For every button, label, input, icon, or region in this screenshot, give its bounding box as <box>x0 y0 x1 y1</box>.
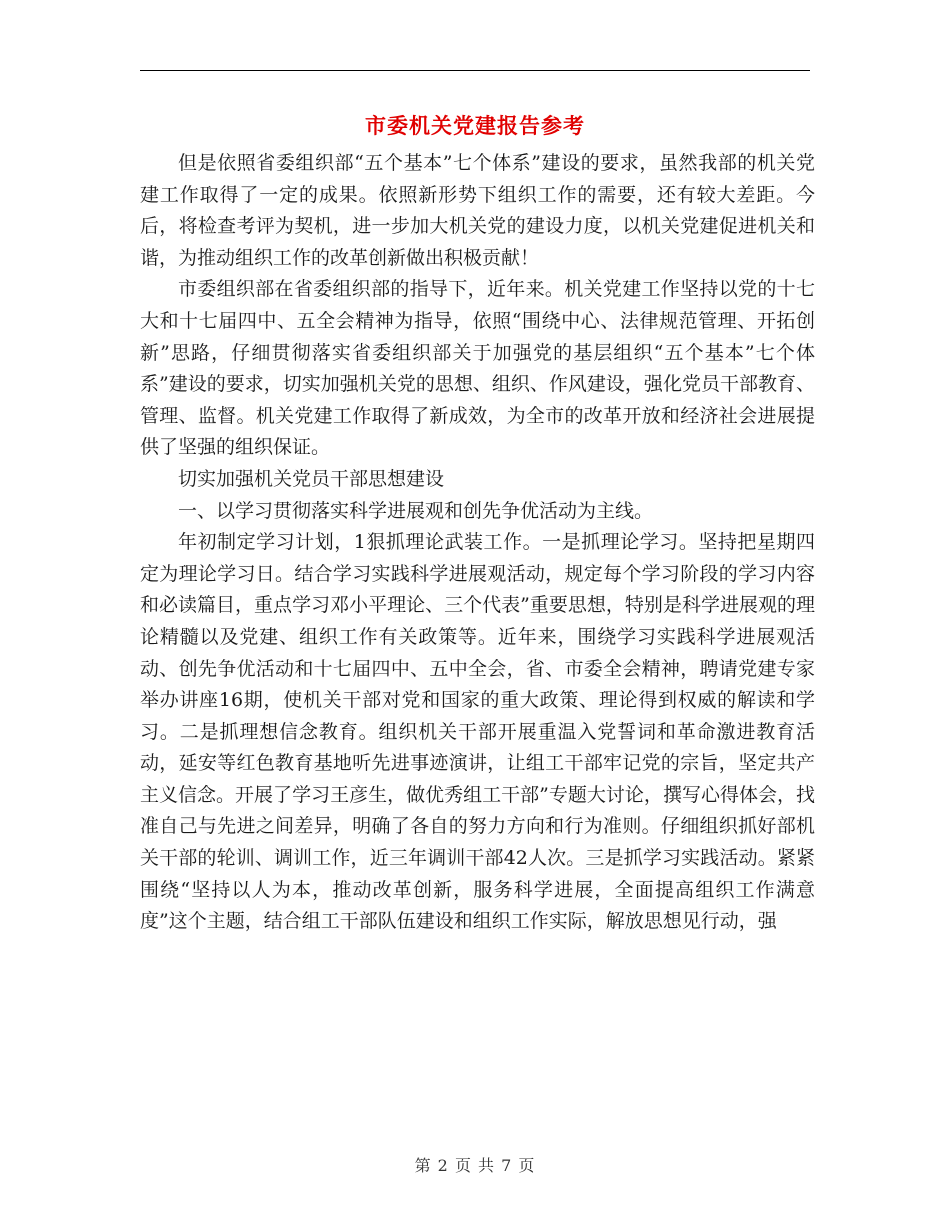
document-body <box>140 148 815 938</box>
page-prefix: 第 <box>414 1156 432 1175</box>
paragraph-2: 市委组织部在省委组织部的指导下，近年来。机关党建工作坚持以党的十七大和十七届四中、五全会精神为指导，依照“围绕中心、法律规范管理、开拓创新”思路，仔细贯彻落实省委组织部关于加强党的基层组织“五个基本”七个体系”建设的要求，切实加强机关党的思想、组织、作风建设，强化党员干部教育、管理、监督。机关党建工作取得了新成效，为全市的改革开放和经济社会进展提供了坚强的组织保证。 <box>140 278 815 459</box>
page-current: 2 <box>437 1156 449 1175</box>
page-total: 7 <box>501 1156 513 1175</box>
page-suffix: 页 <box>518 1156 536 1175</box>
paragraph-3: 年初制定学习计划，1狠抓理论武装工作。一是抓理论学习。坚持把星期四定为理论学习日。结合学习实践科学进展观活动，规定每个学习阶段的学习内容和必读篇目，重点学习邓小平理论、三个代表”重要思想，特别是科学进展观的理论精髓以及党建、组织工作有关政策等。近年来，围绕学习实践科学进展观活动、创先争优活动和十七届四中、五中全会，省、市委全会精神，聘请党建专家举办讲座16期，使机关干部对党和国家的重大政策、理论得到权威的解读和学习。二是抓理想信念教育。组织机关干部开展重温入党誓词和革命激进教育活动，延安等红色教育基地听先进事迹演讲，让组工干部牢记党的宗旨，坚定共产主义信念。开展了学习王彦生，做优秀组工干部”专题大讨论，撰写心得体会，找准自己与先进之间差异，明确了各自的努力方向和行为准则。仔细组织抓好部机关干部的轮训、调训工作，近三年调训干部42人次。三是抓学习实践活动。紧紧围绕“坚持以人为本，推动改革创新，服务科学进展，全面提高组织工作满意度”这个主题，结合组工干部队伍建设和组织工作实际，解放思想见行动，强 <box>140 531 815 933</box>
page-middle: 页 共 <box>454 1156 496 1175</box>
page-footer <box>0 1153 950 1176</box>
header-rule <box>140 70 810 71</box>
paragraph-1: 但是依照省委组织部“五个基本”七个体系”建设的要求，虽然我部的机关党建工作取得了一定的成果。依照新形势下组织工作的需要，还有较大差距。今后，将检查考评为契机，进一步加大机关党的建设力度，以机关党建促进机关和谐，为推动组织工作的改革创新做出积极贡献！ <box>140 152 815 269</box>
section-heading: 切实加强机关党员干部思想建设 <box>178 467 445 490</box>
subsection-heading: 一、以学习贯彻落实科学进展观和创先争优活动为主线。 <box>178 499 654 522</box>
document-title: 市委机关党建报告参考 <box>365 113 585 138</box>
